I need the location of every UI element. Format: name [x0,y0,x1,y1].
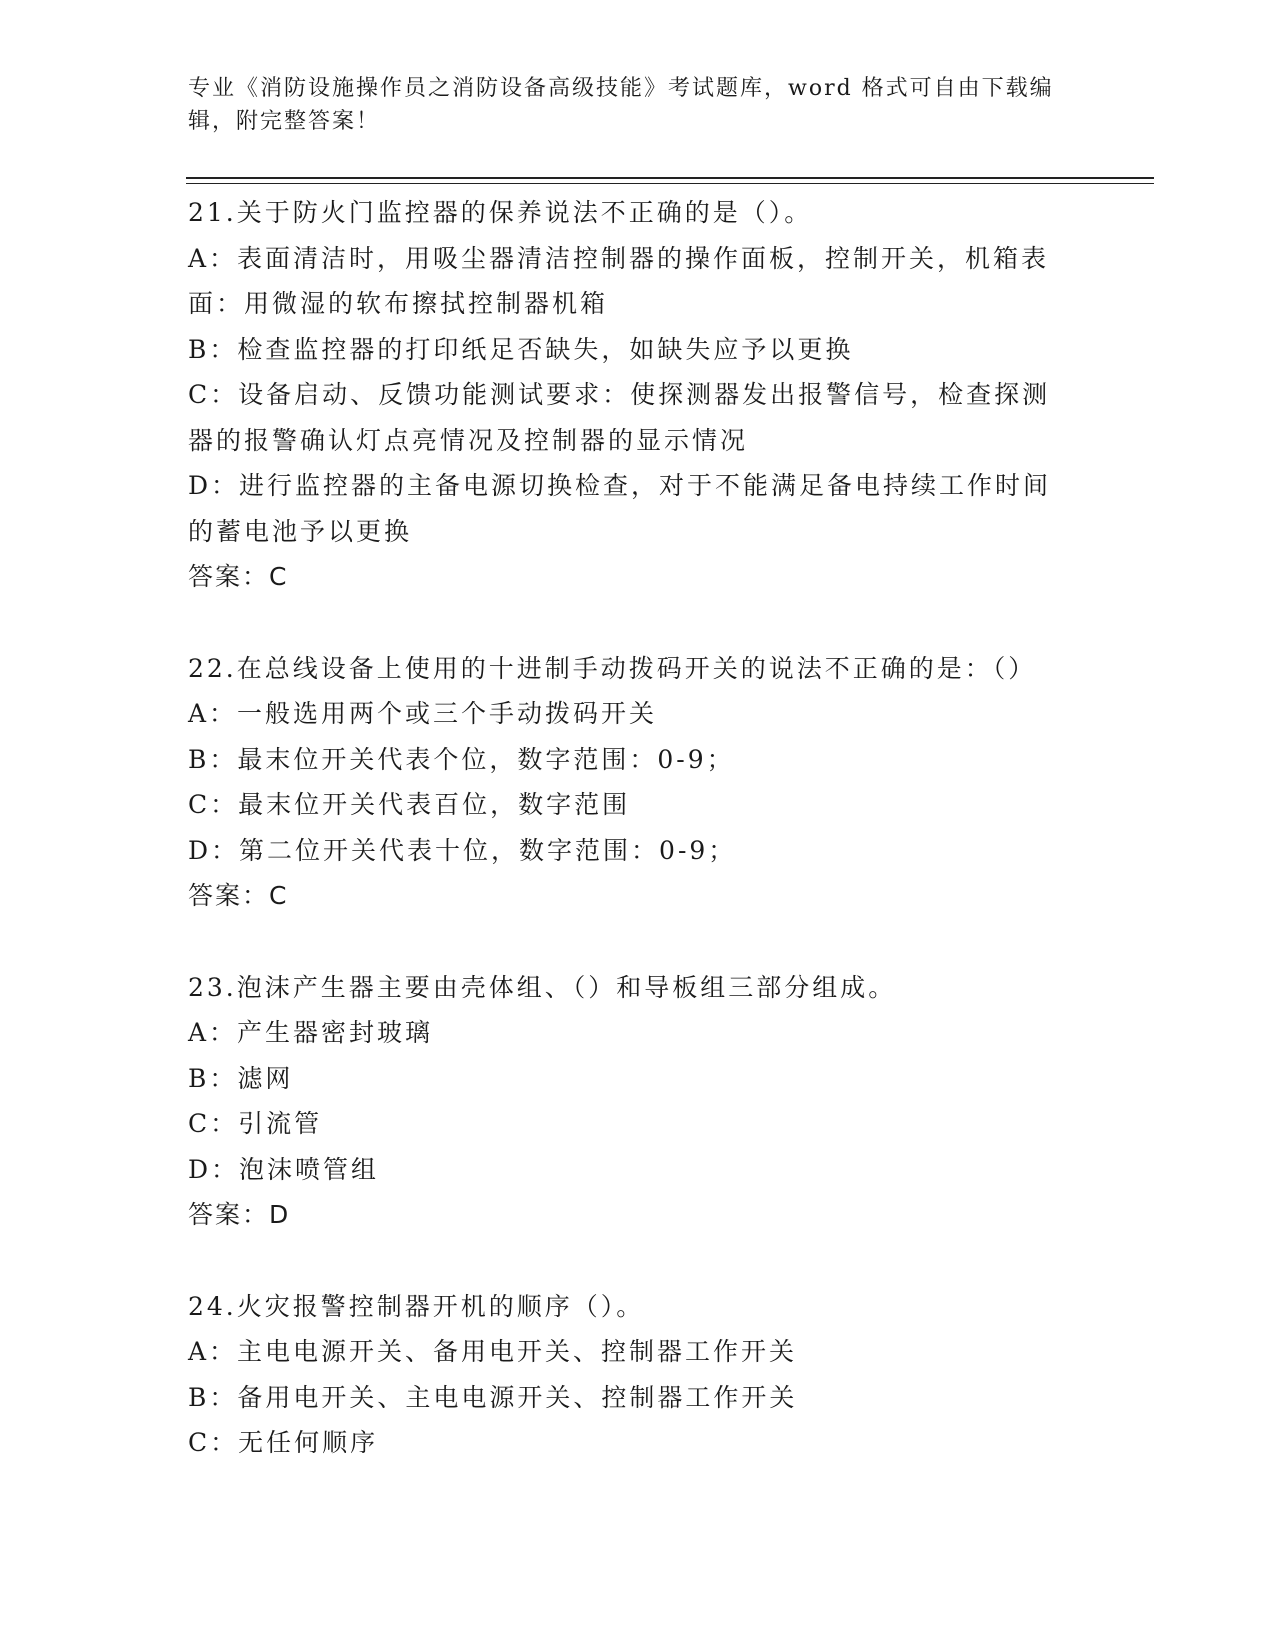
question-list [188,190,1068,1512]
option-a: A：表面清洁时，用吸尘器清洁控制器的操作面板，控制开关，机箱表面：用微湿的软布擦拭控制器机箱 [188,243,1050,318]
answer-line [188,873,1068,919]
option-c: C：无任何顺序 [188,1428,379,1457]
answer-value: C [269,881,288,910]
answer-label: 答案： [188,1200,270,1229]
answer-value: C [269,562,288,591]
option-c: C：引流管 [188,1109,323,1138]
answer-label: 答案： [188,562,270,591]
answer-line [188,1192,1068,1238]
answer-value: D [269,1200,290,1229]
option-a: A：主电电源开关、备用电开关、控制器工作开关 [188,1337,798,1366]
answer-label: 答案： [188,881,270,910]
option-c: C：设备启动、反馈功能测试要求：使探测器发出报警信号，检查探测器的报警确认灯点亮情况及控制器的显示情况 [188,380,1051,455]
question-21 [188,190,1068,600]
question-stem: 24.火灾报警控制器开机的顺序（）。 [188,1291,645,1321]
option-d: D：泡沫喷管组 [188,1154,380,1184]
question-stem: 22.在总线设备上使用的十进制手动拨码开关的说法不正确的是：（） [188,653,1037,683]
option-b: B：检查监控器的打印纸足否缺失，如缺失应予以更换 [188,334,854,364]
question-stem: 21.关于防火门监控器的保养说法不正确的是（）。 [188,198,813,227]
question-24 [188,1284,1068,1466]
option-d: D：第二位开关代表十位，数字范围：0-9； [188,835,737,865]
header-divider-thick [186,177,1154,179]
option-b: B：最末位开关代表个位，数字范围：0-9； [188,744,735,774]
answer-line [188,554,1068,600]
option-b: B：滤网 [188,1063,294,1093]
option-c: C：最末位开关代表百位，数字范围 [188,790,631,819]
question-stem: 23.泡沫产生器主要由壳体组、（）和导板组三部分组成。 [188,972,897,1002]
document-header: 专业《消防设施操作员之消防设备高级技能》考试题库，word 格式可自由下载编辑，附完整答案！ [188,76,1054,134]
question-22 [188,646,1068,919]
question-23 [188,965,1068,1238]
header-divider-thin [186,183,1154,184]
option-d: D：进行监控器的主备电源切换检查，对于不能满足备电持续工作时间的蓄电池予以更换 [188,471,1052,546]
option-a: A：一般选用两个或三个手动拨码开关 [188,699,658,728]
option-b: B：备用电开关、主电电源开关、控制器工作开关 [188,1382,798,1412]
option-a: A：产生器密封玻璃 [188,1018,434,1047]
